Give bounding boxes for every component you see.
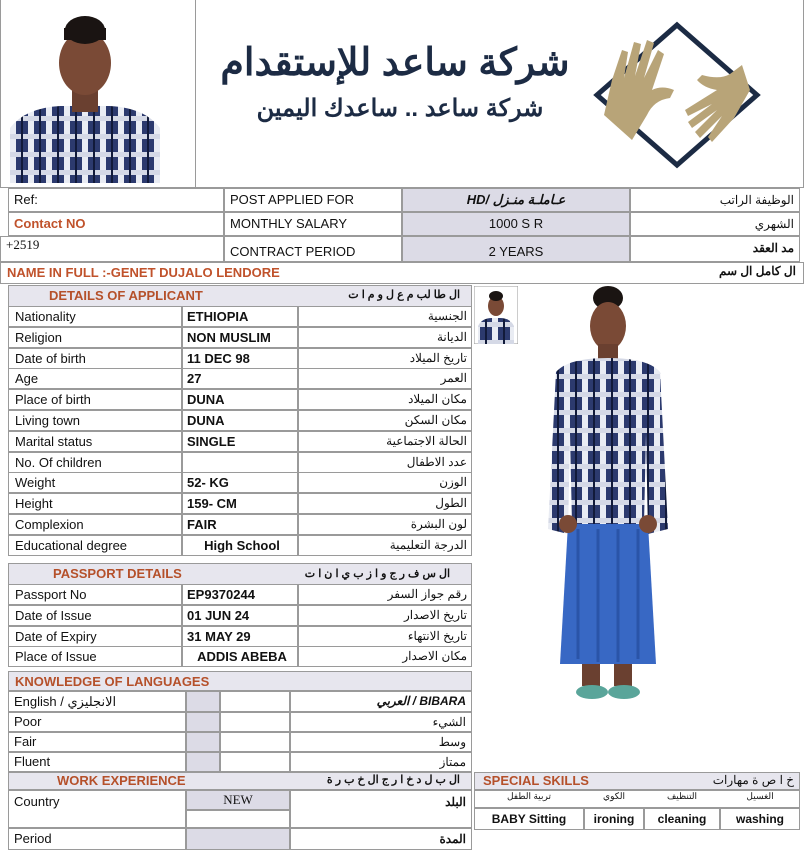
applicant-title: DETAILS OF APPLICANT (49, 288, 203, 303)
applicant-label-ar: تاريخ الميلاد (298, 348, 472, 369)
work-period-ar-cell (290, 828, 472, 850)
applicant-label: Marital status (8, 431, 182, 452)
contact-label: Contact NO (14, 216, 86, 231)
hands-logo (592, 20, 762, 170)
contract-value-cell (402, 236, 630, 262)
contract-ar-cell (630, 236, 800, 262)
lang-arabic-cell (290, 691, 472, 712)
passport-label: Date of Issue (8, 605, 182, 626)
salary-value: 1000 S R (488, 216, 544, 231)
post-label-cell (224, 188, 402, 212)
work-country-cell (8, 790, 186, 828)
applicant-label: Date of birth (8, 348, 182, 369)
applicant-label-ar: لون البشرة (298, 514, 472, 535)
applicant-label-ar: الوزن (298, 472, 472, 493)
lang-arabic: BIBARA / العربي (376, 694, 466, 708)
applicant-label-ar: الجنسية (298, 306, 472, 327)
company-slogan: شركة ساعد .. ساعدك اليمين (256, 95, 544, 122)
salary-ar: الشهري (754, 217, 794, 231)
applicant-row (8, 452, 472, 473)
skills-title-ar: خ ا ص ة مهارات (712, 773, 794, 787)
skill-label: cleaning (644, 808, 720, 830)
contract-label-cell (224, 236, 402, 262)
languages-title: KNOWLEDGE OF LANGUAGES (15, 674, 210, 689)
lang-level-box (220, 752, 290, 772)
applicant-value: 11 DEC 98 (182, 348, 298, 369)
applicant-value: FAIR (182, 514, 298, 535)
company-name: شركة ساعد للإستقدام (220, 42, 570, 84)
post-ar-cell (630, 188, 800, 212)
skill-label-ar: الغسيل (746, 791, 774, 801)
applicant-value (182, 452, 298, 473)
applicant-row (8, 327, 472, 348)
work-period-cell (8, 828, 186, 850)
lang-level-ar: الشيء (290, 712, 472, 732)
skill-label-ar: تربية الطفل (506, 791, 551, 801)
work-title: WORK EXPERIENCE (57, 773, 186, 788)
full-name-ar: ال كامل ال سم (718, 264, 796, 278)
applicant-row (8, 535, 472, 556)
lang-en-box2 (220, 691, 290, 712)
skill-label-ar: التنظيف (666, 791, 698, 801)
lang-level-box (220, 732, 290, 752)
post-value-cell (402, 188, 630, 212)
lang-level-box (186, 712, 220, 732)
passport-value: 31 MAY 29 (182, 626, 298, 647)
ref-label: Ref: (14, 192, 38, 207)
applicant-label: Complexion (8, 514, 182, 535)
applicant-label: No. Of children (8, 452, 182, 473)
lang-level-box (186, 732, 220, 752)
full-name: NAME IN FULL :-GENET DUJALO LENDORE (7, 265, 280, 280)
work-title-ar: ال ب ل د خ ا ر ج ال خ ب ر ة (326, 774, 460, 786)
passport-label-ar: تاريخ الاصدار (298, 605, 472, 626)
applicant-row (8, 472, 472, 493)
contract-ar: مد العقد (752, 241, 794, 255)
work-period-ar: المدة (439, 832, 466, 846)
applicant-value: SINGLE (182, 431, 298, 452)
applicant-label-ar: العمر (298, 368, 472, 389)
passport-label: Date of Expiry (8, 626, 182, 647)
work-country-ar-cell (290, 790, 472, 828)
skill-label: washing (720, 808, 800, 830)
salary-value-cell (402, 212, 630, 236)
applicant-value: ETHIOPIA (182, 306, 298, 327)
applicant-label: Living town (8, 410, 182, 431)
work-country-value-cell (186, 790, 290, 810)
passport-label: Passport No (8, 584, 182, 605)
applicant-label: Weight (8, 472, 182, 493)
lang-english-cell (8, 691, 186, 712)
header-divider (195, 0, 196, 188)
work-country-ar: البلد (445, 795, 466, 809)
post-label: POST APPLIED FOR (230, 192, 355, 207)
passport-label-ar: مكان الاصدار (298, 646, 472, 667)
applicant-label: Nationality (8, 306, 182, 327)
passport-value: ADDIS ABEBA (182, 646, 298, 667)
passport-value: 01 JUN 24 (182, 605, 298, 626)
applicant-value: DUNA (182, 410, 298, 431)
applicant-label-ar: عدد الاطفال (298, 452, 472, 473)
applicant-value: 27 (182, 368, 298, 389)
applicant-label-ar: الديانة (298, 327, 472, 348)
work-country-label: Country (14, 794, 60, 809)
applicant-label: Age (8, 368, 182, 389)
lang-level-ar: ممتاز (290, 752, 472, 772)
contact-value: +2519 (6, 237, 40, 252)
passport-label: Place of Issue (8, 646, 182, 667)
passport-label-ar: رقم جواز السفر (298, 584, 472, 605)
passport-value: EP9370244 (182, 584, 298, 605)
applicant-row (8, 514, 472, 535)
applicant-label: Place of birth (8, 389, 182, 410)
passport-row (8, 626, 472, 647)
skills-title: SPECIAL SKILLS (483, 773, 589, 788)
lang-level-label: Fair (8, 732, 186, 752)
lang-level-box (220, 712, 290, 732)
passport-label-ar: تاريخ الانتهاء (298, 626, 472, 647)
contract-value: 2 YEARS (488, 244, 544, 259)
applicant-row (8, 493, 472, 514)
lang-level-box (186, 752, 220, 772)
applicant-value: NON MUSLIM (182, 327, 298, 348)
salary-label-cell (224, 212, 402, 236)
full-body-photo (528, 284, 688, 709)
applicant-value: High School (182, 535, 298, 556)
applicant-row (8, 306, 472, 327)
post-ar: الوظيفة الراتب (719, 193, 794, 207)
applicant-label-ar: الدرجة التعليمية (298, 535, 472, 556)
applicant-label: Religion (8, 327, 182, 348)
contract-label: CONTRACT PERIOD (230, 244, 356, 259)
languages-section-header (8, 671, 472, 691)
lang-level-ar: وسط (290, 732, 472, 752)
applicant-row (8, 368, 472, 389)
applicant-title-ar: ال طا لب م ع ل و م ا ت (348, 289, 460, 301)
ref-cell (8, 188, 224, 212)
lang-en-box1 (186, 691, 220, 712)
applicant-label-ar: الحالة الاجتماعية (298, 431, 472, 452)
work-period-label: Period (14, 831, 52, 846)
applicant-row (8, 431, 472, 452)
work-country-value: NEW (223, 792, 253, 807)
lang-english: English / الانجليزي (14, 694, 117, 709)
passport-row (8, 646, 472, 667)
applicant-label-ar: الطول (298, 493, 472, 514)
passport-row (8, 605, 472, 626)
applicant-row (8, 410, 472, 431)
work-period-value-cell (186, 828, 290, 850)
lang-level-label: Poor (8, 712, 186, 732)
applicant-value: DUNA (182, 389, 298, 410)
post-value: HD/ عـاملـة منـزل (466, 192, 566, 207)
portrait-photo (10, 8, 160, 183)
applicant-label-ar: مكان السكن (298, 410, 472, 431)
applicant-label: Educational degree (8, 535, 182, 556)
passport-row (8, 584, 472, 605)
salary-ar-cell (630, 212, 800, 236)
passport-title: PASSPORT DETAILS (53, 566, 182, 581)
salary-label: MONTHLY SALARY (230, 216, 348, 231)
applicant-row (8, 348, 472, 369)
work-country-blank (186, 810, 290, 828)
passport-title-ar: ال س ف ر ج و ا ز ب ي ا ن ا ت (304, 568, 450, 580)
applicant-label-ar: مكان الميلاد (298, 389, 472, 410)
small-photo (474, 286, 518, 344)
skill-label: BABY Sitting (474, 808, 584, 830)
skill-label: ironing (584, 808, 644, 830)
contact-cell (8, 212, 224, 236)
lang-level-label: Fluent (8, 752, 186, 772)
skill-label-ar: الكوي (603, 791, 625, 801)
applicant-label: Height (8, 493, 182, 514)
applicant-value: 52- KG (182, 472, 298, 493)
applicant-value: 159- CM (182, 493, 298, 514)
contact-value-cell (0, 236, 224, 262)
applicant-row (8, 389, 472, 410)
